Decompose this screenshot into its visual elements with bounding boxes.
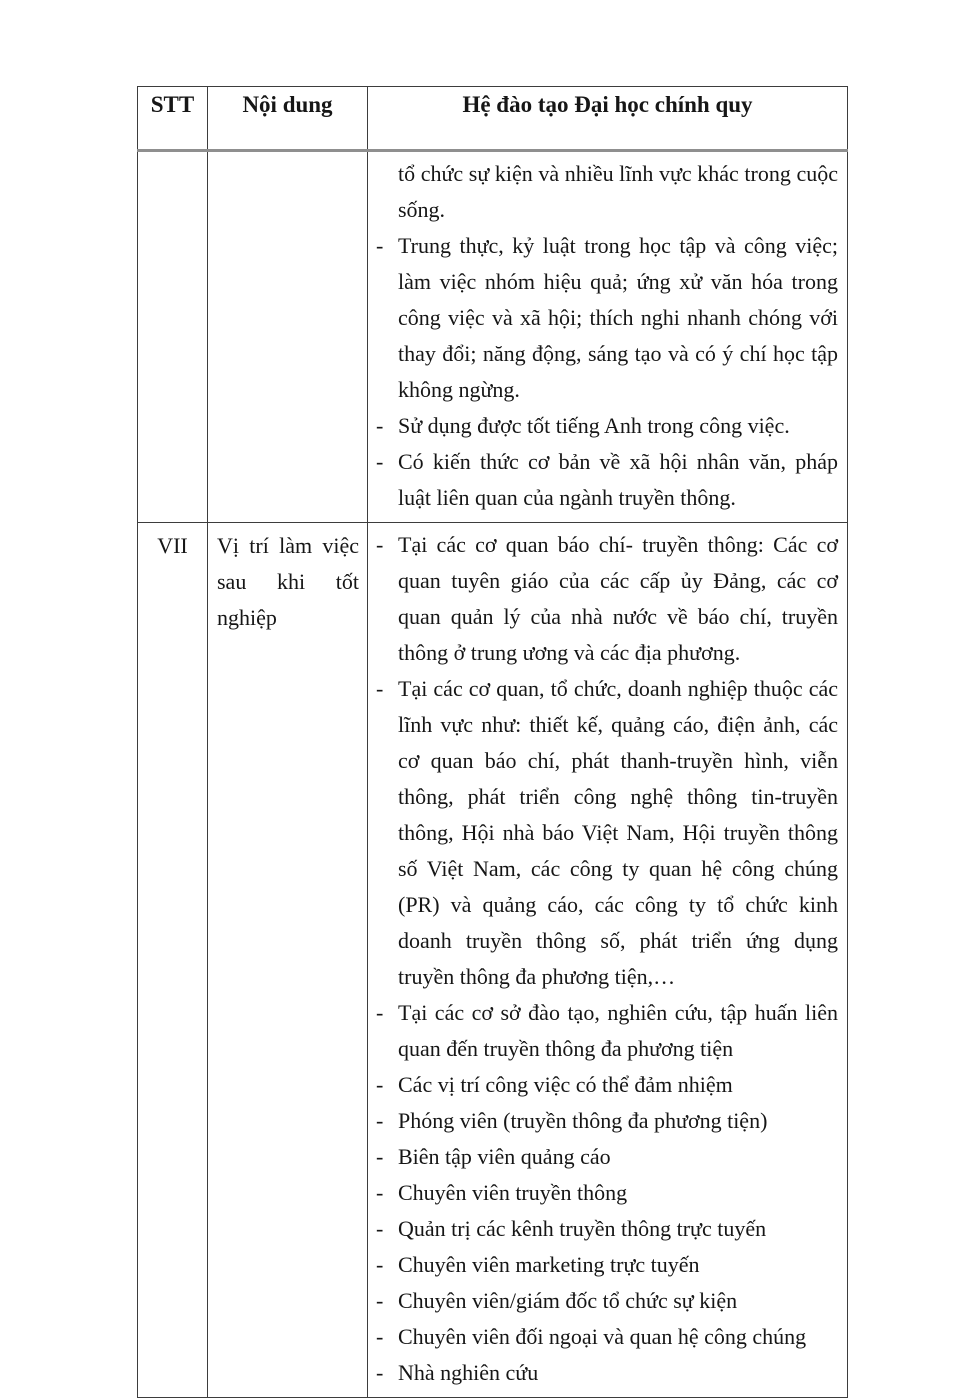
list-item xyxy=(374,1247,838,1283)
dash-marker: - xyxy=(376,1072,384,1097)
item-text: Nhà nghiên cứu xyxy=(398,1360,539,1385)
item-text: Có kiến thức cơ bản về xã hội nhân văn, pháp luật liên quan của ngành truyền thông. xyxy=(398,449,838,510)
item-text: Sử dụng được tốt tiếng Anh trong công việc. xyxy=(398,413,790,438)
dash-marker: - xyxy=(376,532,384,557)
dash-marker: - xyxy=(376,1216,384,1241)
list-item xyxy=(374,1103,838,1139)
list-item xyxy=(374,1319,838,1355)
stt-cell: VII xyxy=(138,523,208,1398)
dash-marker: - xyxy=(376,1324,384,1349)
noi-dung-cell: Vị trí làm việc sau khi tốt nghiệp xyxy=(208,523,368,1398)
program-info-table xyxy=(137,86,848,1398)
list-item xyxy=(374,156,838,228)
stt-cell xyxy=(138,151,208,523)
item-text: Trung thực, kỷ luật trong học tập và công việc; làm việc nhóm hiệu quả; ứng xử văn hóa trong công việc và xã hội; thích nghi nhanh chóng với thay đổi; năng động, sáng tạo và có ý chí học tập không ngừng. xyxy=(398,233,838,402)
dash-marker: - xyxy=(376,233,384,258)
item-text: Tại các cơ quan báo chí- truyền thông: Các cơ quan tuyên giáo của các cấp ủy Đảng, các cơ quan quản lý của nhà nước về báo chí, truyền thông ở trung ương và các địa phương. xyxy=(398,532,838,665)
dash-marker: - xyxy=(376,1180,384,1205)
item-text: Chuyên viên đối ngoại và quan hệ công chúng xyxy=(398,1324,807,1349)
list-item xyxy=(374,1067,838,1103)
dash-marker: - xyxy=(376,413,384,438)
item-text: Chuyên viên/giám đốc tổ chức sự kiện xyxy=(398,1288,738,1313)
table-row-continuation xyxy=(138,151,848,523)
list-item xyxy=(374,1139,838,1175)
item-text: Các vị trí công việc có thể đảm nhiệm xyxy=(398,1072,733,1097)
list-item xyxy=(374,671,838,995)
item-text: Tại các cơ sở đào tạo, nghiên cứu, tập huấn liên quan đến truyền thông đa phương tiện xyxy=(398,1000,838,1061)
dash-marker: - xyxy=(376,449,384,474)
list-item xyxy=(374,1211,838,1247)
dash-marker: - xyxy=(376,1252,384,1277)
dash-marker: - xyxy=(376,1360,384,1385)
list-item xyxy=(374,527,838,671)
header-noi-dung: Nội dung xyxy=(208,87,368,151)
table-row-vii xyxy=(138,523,848,1398)
item-text: Phóng viên (truyền thông đa phương tiện) xyxy=(398,1108,768,1133)
list-item xyxy=(374,408,838,444)
dash-marker: - xyxy=(376,1108,384,1133)
header-stt: STT xyxy=(138,87,208,151)
item-text: Quản trị các kênh truyền thông trực tuyến xyxy=(398,1216,767,1241)
item-text: Biên tập viên quảng cáo xyxy=(398,1144,611,1169)
dash-marker: - xyxy=(376,1000,384,1025)
noi-dung-cell xyxy=(208,151,368,523)
dash-marker: - xyxy=(376,1144,384,1169)
item-text: Tại các cơ quan, tổ chức, doanh nghiệp thuộc các lĩnh vực như: thiết kế, quảng cáo, điện ảnh, các cơ quan báo chí, phát thanh-truyền hình, viễn thông, phát triển công nghệ thông tin-truyền thông, Hội nhà báo Việt Nam, Hội truyền thông số Việt Nam, các công ty quan hệ công chúng (PR) và quảng cáo, các công ty tổ chức kinh doanh truyền thông số, phát triển ứng dụng truyền thông đa phương tiện,… xyxy=(398,676,838,989)
dash-marker: - xyxy=(376,676,384,701)
list-item xyxy=(374,995,838,1067)
table-header-row xyxy=(138,87,848,151)
list-item xyxy=(374,228,838,408)
item-text: Chuyên viên truyền thông xyxy=(398,1180,628,1205)
list-item xyxy=(374,1355,838,1391)
content-cell xyxy=(368,523,848,1398)
item-text: Chuyên viên marketing trực tuyến xyxy=(398,1252,700,1277)
list-item xyxy=(374,444,838,516)
content-cell xyxy=(368,151,848,523)
item-text: tổ chức sự kiện và nhiều lĩnh vực khác trong cuộc sống. xyxy=(398,161,838,222)
list-item xyxy=(374,1283,838,1319)
header-he-dao-tao: Hệ đào tạo Đại học chính quy xyxy=(368,87,848,151)
list-item xyxy=(374,1175,838,1211)
dash-marker: - xyxy=(376,1288,384,1313)
